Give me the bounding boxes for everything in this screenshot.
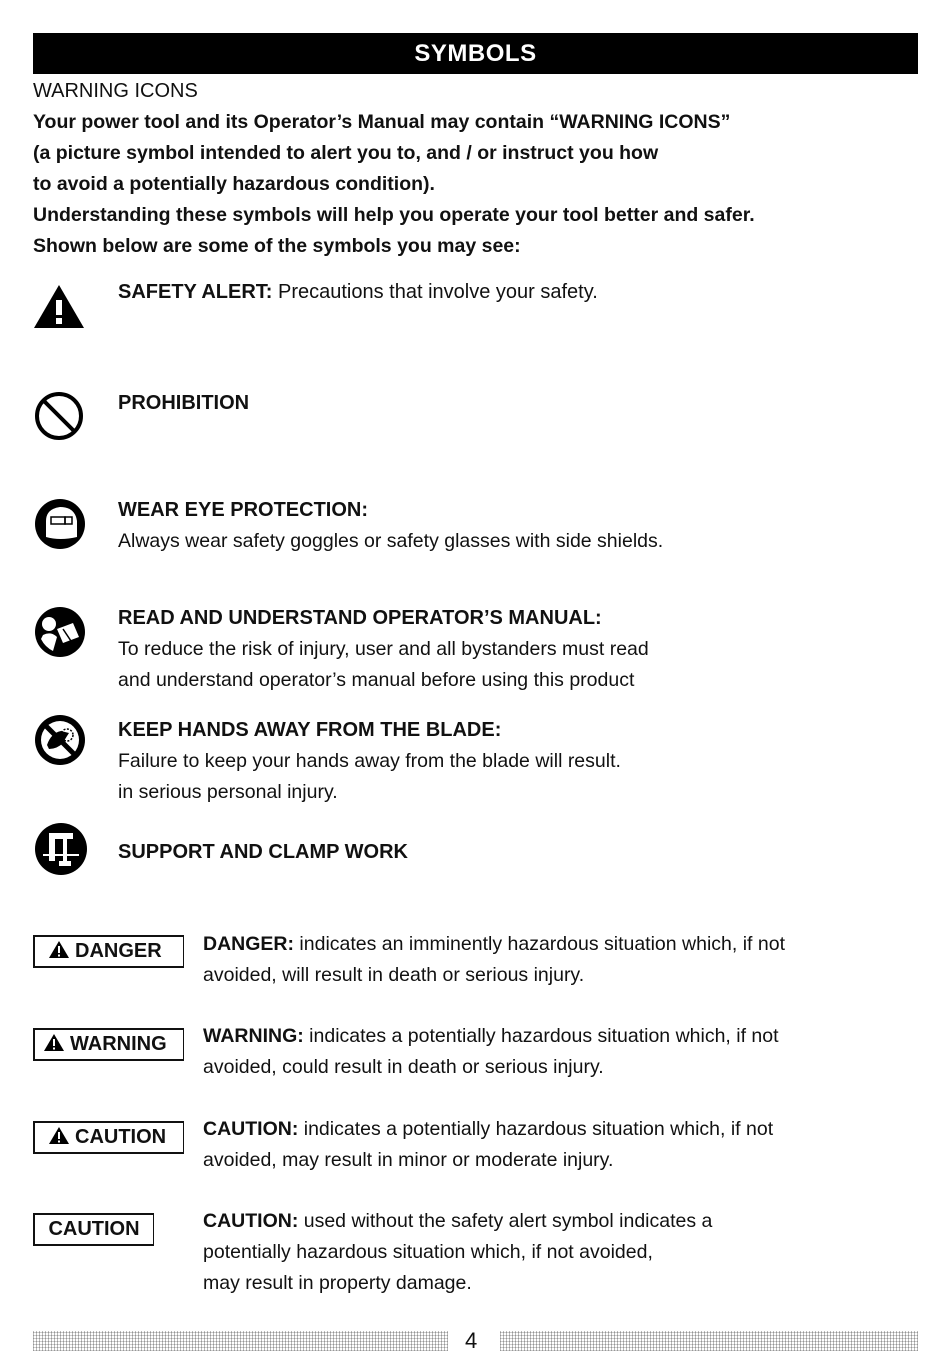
intro-line: Understanding these symbols will help you operate your tool better and safer.: [33, 204, 755, 226]
safety-alert-desc: Precautions that involve your safety.: [272, 281, 598, 303]
hands-away-title: KEEP HANDS AWAY FROM THE BLADE:: [118, 719, 502, 741]
caution-plain-text: [203, 1206, 712, 1237]
intro-line: Your power tool and its Operator’s Manual may contain “WARNING ICONS”: [33, 111, 731, 133]
prohibition-icon: [33, 390, 85, 442]
eye-protection-title: WEAR EYE PROTECTION:: [118, 499, 369, 521]
support-clamp-title: SUPPORT AND CLAMP WORK: [118, 841, 408, 863]
eye-protection-icon: [33, 497, 87, 551]
warning-text: [203, 1021, 779, 1052]
warning-desc: indicates a potentially hazardous situation which, if not: [303, 1025, 779, 1047]
intro-line: to avoid a potentially hazardous condition).: [33, 173, 435, 195]
read-manual-title: READ AND UNDERSTAND OPERATOR’S MANUAL:: [118, 607, 602, 629]
danger-label-box: [33, 935, 184, 968]
warning-label: WARNING: [70, 1033, 167, 1055]
intro-line: (a picture symbol intended to alert you to, and / or instruct you how: [33, 142, 659, 164]
danger-desc: avoided, will result in death or serious injury.: [203, 964, 585, 986]
safety-alert-icon: [43, 1033, 65, 1052]
safety-alert-title: SAFETY ALERT:: [118, 281, 273, 303]
clamp-icon: [33, 821, 89, 877]
read-manual-icon: [33, 605, 87, 659]
caution-alert-term: CAUTION:: [203, 1118, 299, 1140]
hands-away-icon: [33, 713, 87, 767]
section-banner: SYMBOLS: [33, 33, 918, 74]
danger-term: DANGER:: [203, 933, 294, 955]
warning-desc: avoided, could result in death or serious injury.: [203, 1056, 604, 1078]
read-manual-desc: To reduce the risk of injury, user and all bystanders must read: [118, 638, 649, 660]
eye-protection-desc: Always wear safety goggles or safety glasses with side shields.: [118, 530, 664, 552]
warning-icons-heading: WARNING ICONS: [33, 80, 198, 102]
warning-label-box: [33, 1028, 184, 1061]
safety-alert-icon: [32, 283, 86, 330]
danger-desc: indicates an imminently hazardous situation which, if not: [294, 933, 786, 955]
safety-alert-icon: [48, 1126, 70, 1145]
read-manual-desc: and understand operator’s manual before using this product: [118, 669, 635, 691]
caution-alert-label: CAUTION: [75, 1126, 167, 1148]
safety-alert-icon: [48, 940, 70, 959]
danger-label: DANGER: [75, 940, 162, 962]
intro-line: Shown below are some of the symbols you may see:: [33, 235, 521, 257]
page-number: 4: [465, 1328, 478, 1353]
footer-pattern-left: [33, 1331, 448, 1351]
safety-alert-row: [118, 281, 598, 304]
danger-text: [203, 929, 785, 960]
caution-plain-term: CAUTION:: [203, 1210, 299, 1232]
caution-alert-desc: avoided, may result in minor or moderate injury.: [203, 1149, 614, 1171]
prohibition-title: PROHIBITION: [118, 392, 250, 414]
caution-plain-label-box: [33, 1213, 154, 1246]
hands-away-desc: Failure to keep your hands away from the blade will result.: [118, 750, 621, 772]
caution-plain-desc: potentially hazardous situation which, if not avoided,: [203, 1241, 653, 1263]
caution-alert-desc: indicates a potentially hazardous situation which, if not: [298, 1118, 774, 1140]
caution-alert-text: [203, 1114, 773, 1145]
footer-pattern-right: [500, 1331, 918, 1351]
warning-term: WARNING:: [203, 1025, 304, 1047]
caution-alert-label-box: [33, 1121, 184, 1154]
caution-plain-label: CAUTION: [48, 1218, 140, 1240]
caution-plain-desc: may result in property damage.: [203, 1272, 472, 1294]
caution-plain-desc: used without the safety alert symbol indicates a: [298, 1210, 713, 1232]
hands-away-desc: in serious personal injury.: [118, 781, 338, 803]
